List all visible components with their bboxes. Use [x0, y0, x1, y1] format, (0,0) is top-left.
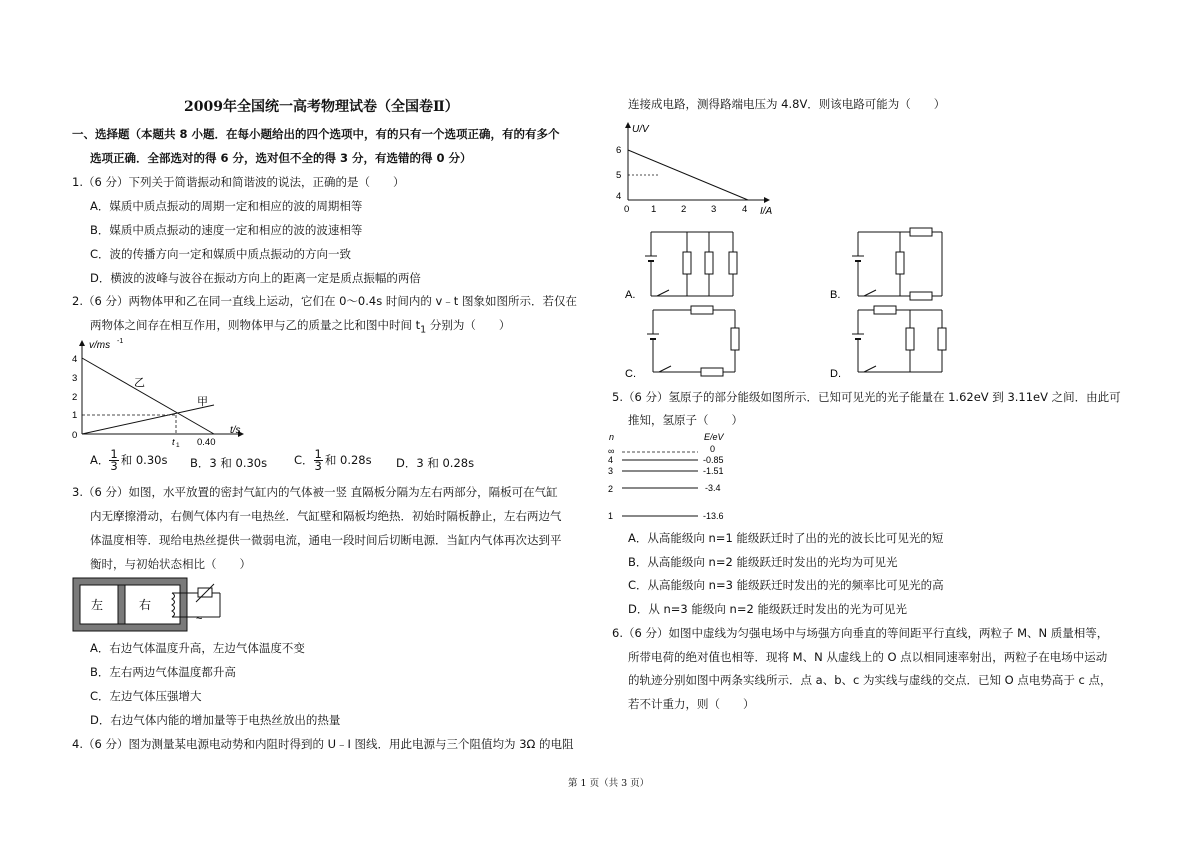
q2-ytick-4: 4 [72, 354, 78, 365]
q4-circuit-d-label: D. [830, 368, 841, 380]
q2-xtick-t1-sub: 1 [176, 442, 180, 449]
q5-level-3-n: 3 [608, 466, 614, 476]
q2-ytick-0: 0 [72, 430, 78, 441]
q4-xtick-0: 0 [624, 204, 630, 215]
q4-circuit-c-label: C. [625, 368, 636, 380]
q2-option-d: D．3 和 0.28s [396, 456, 475, 470]
q4-circuit-c [625, 306, 750, 380]
q5-level-4-n: 4 [608, 455, 614, 465]
q2-option-c: C． $\frac{1}{3}$ 和 0.28s [294, 447, 372, 473]
q5-level-4-e: -0.85 [703, 455, 724, 465]
q6-stem-line3: 的轨迹分别如图中两条实线所示．点 a、b、c 为实线与虚线的交点．已知 O 点电势高于 c 点， [628, 673, 1112, 687]
q3-stem-line1: 3.（6 分）如图，水平放置的密封气缸内的气体被一竖 直隔板分隔为左右两部分，隔板可在气缸 [72, 485, 558, 499]
q2-vt-graph [66, 338, 256, 448]
q2-ytick-3: 3 [72, 373, 78, 384]
q2-label-yi: 乙 [134, 377, 145, 389]
q4-circuit-b [830, 228, 955, 302]
q3-option-c: C．左边气体压强增大 [90, 689, 202, 703]
q3-label-left: 左 [91, 598, 104, 612]
q3-stem-line4: 衡时，与初始状态相比（ ） [90, 557, 251, 571]
q5-level-2-e: -3.4 [705, 483, 721, 493]
q4-stem-line2: 连接成电路，测得路端电压为 4.8V．则该电路可能为（ ） [628, 97, 946, 111]
q5-e-label: E/eV [704, 432, 724, 442]
q4-circuit-b-label: B. [830, 289, 841, 301]
q2-xtick-end: 0.40 [197, 437, 216, 448]
q5-n-label: n [609, 432, 615, 442]
q5-option-d: D．从 n=3 能级向 n=2 能级跃迁时发出的光为可见光 [628, 602, 907, 616]
q1-option-b: B．媒质中质点振动的速度一定和相应的波的波速相等 [90, 223, 363, 237]
q2-graph-ylabel: v/ms [89, 340, 111, 351]
section-header-line1: 一、选择题（本题共 8 小题．在每小题给出的四个选项中，有的只有一个选项正确，有的有多个 [72, 127, 560, 141]
q4-graph-xlabel: I/A [760, 206, 773, 217]
q2-option-a: A． $\frac{1}{3}$ 和 0.30s [90, 447, 168, 473]
q5-level-2-n: 2 [608, 484, 614, 494]
q4-ytick-4: 4 [616, 191, 622, 202]
q5-stem-line2: 推知，氢原子（ ） [628, 413, 743, 427]
q5-stem-line1: 5.（6 分）氢原子的部分能级如图所示．已知可见光的光子能量在 1.62eV 到 3.11eV 之间．由此可 [612, 390, 1121, 404]
q4-ytick-5: 5 [616, 170, 622, 181]
q4-graph-ylabel: U/V [632, 124, 649, 135]
q3-stem-line2: 内无摩擦滑动，右侧气体内有一电热丝．气缸壁和隔板均绝热．初始时隔板静止，左右两边气 [90, 509, 562, 523]
q2-label-jia: 甲 [197, 396, 208, 408]
q2-stem-line1: 2.（6 分）两物体甲和乙在同一直线上运动，它们在 0～0.4s 时间内的 v﹣t 图象如图所示．若仅在 [72, 294, 577, 308]
q4-ytick-6: 6 [616, 145, 622, 156]
q3-label-right: 右 [139, 598, 152, 612]
q4-ui-graph [614, 120, 784, 220]
q5-level-inf-n: ∞ [608, 446, 615, 456]
q5-level-inf-e: 0 [710, 444, 716, 454]
q1-option-d: D．横波的波峰与波谷在振动方向上的距离一定是质点振幅的两倍 [90, 271, 421, 285]
q6-stem-line1: 6.（6 分）如图中虚线为匀强电场中与场强方向垂直的等间距平行直线，两粒子 M、N 质量相等， [612, 626, 1109, 640]
q5-energy-level-diagram [608, 430, 738, 522]
q5-level-1-e: -13.6 [703, 511, 724, 521]
q5-option-b: B．从高能级向 n=2 能级跃迁时发出的光均为可见光 [628, 555, 898, 569]
q5-option-c: C．从高能级向 n=3 能级跃迁时发出的光的频率比可见光的高 [628, 578, 944, 592]
q3-option-b: B．左右两边气体温度都升高 [90, 665, 236, 679]
q4-circuit-d [830, 306, 955, 380]
page-footer: 第 1 页（共 3 页） [568, 778, 650, 789]
q4-xtick-4: 4 [742, 204, 748, 215]
q1-option-c: C．波的传播方向一定和媒质中质点振动的方向一致 [90, 247, 352, 261]
q2-xtick-t1: t [172, 437, 175, 448]
section-header-line2: 选项正确．全部选对的得 6 分，选对但不全的得 3 分，有选错的得 0 分） [90, 151, 472, 165]
q1-stem: 1.（6 分）下列关于简谐振动和简谐波的说法，正确的是（ ） [72, 175, 405, 189]
q2-ytick-2: 2 [72, 392, 78, 403]
q4-xtick-2: 2 [681, 204, 687, 215]
q2-graph-ylabel-sup: -1 [117, 338, 124, 345]
q2-graph-xlabel: t/s [230, 425, 241, 436]
q5-level-1-n: 1 [608, 511, 614, 521]
q3-ac-symbol: ~ [196, 613, 203, 625]
q4-stem-line1: 4.（6 分）图为测量某电源电动势和内阻时得到的 U﹣I 图线．用此电源与三个阻值均为 3Ω 的电阻 [72, 737, 574, 751]
q3-partition [118, 585, 125, 624]
q5-level-3-e: -1.51 [703, 466, 724, 476]
q3-cylinder-figure [72, 576, 232, 634]
q2-line-yi [82, 358, 214, 434]
page-title: 2009年全国统一高考物理试卷（全国卷Ⅱ） [184, 99, 459, 115]
q1-option-a: A．媒质中质点振动的周期一定和相应的波的周期相等 [90, 199, 363, 213]
q4-circuit-a [625, 228, 750, 302]
q6-stem-line2: 所带电荷的绝对值也相等．现将 M、N 从虚线上的 O 点以相同速率射出，两粒子在电场中运动 [628, 650, 1108, 664]
q2-option-b: B．3 和 0.30s [190, 456, 268, 470]
q2-line-jia [82, 405, 214, 434]
q4-xtick-3: 3 [711, 204, 717, 215]
q2-ytick-1: 1 [72, 410, 78, 421]
q4-circuit-a-label: A. [625, 289, 636, 301]
q4-xtick-1: 1 [651, 204, 657, 215]
q6-stem-line4: 若不计重力，则（ ） [628, 697, 755, 711]
q3-option-a: A．右边气体温度升高，左边气体温度不变 [90, 641, 305, 655]
q2-stem-line2: 两物体之间存在相互作用，则物体甲与乙的质量之比和图中时间 $t_1$ 分别为（ ） [90, 318, 511, 336]
q5-option-a: A．从高能级向 n=1 能级跃迁时了出的光的波长比可见光的短 [628, 531, 944, 545]
q3-stem-line3: 体温度相等．现给电热丝提供一微弱电流，通电一段时间后切断电源．当缸内气体再次达到平 [90, 533, 562, 547]
q3-option-d: D．右边气体内能的增加量等于电热丝放出的热量 [90, 713, 341, 727]
